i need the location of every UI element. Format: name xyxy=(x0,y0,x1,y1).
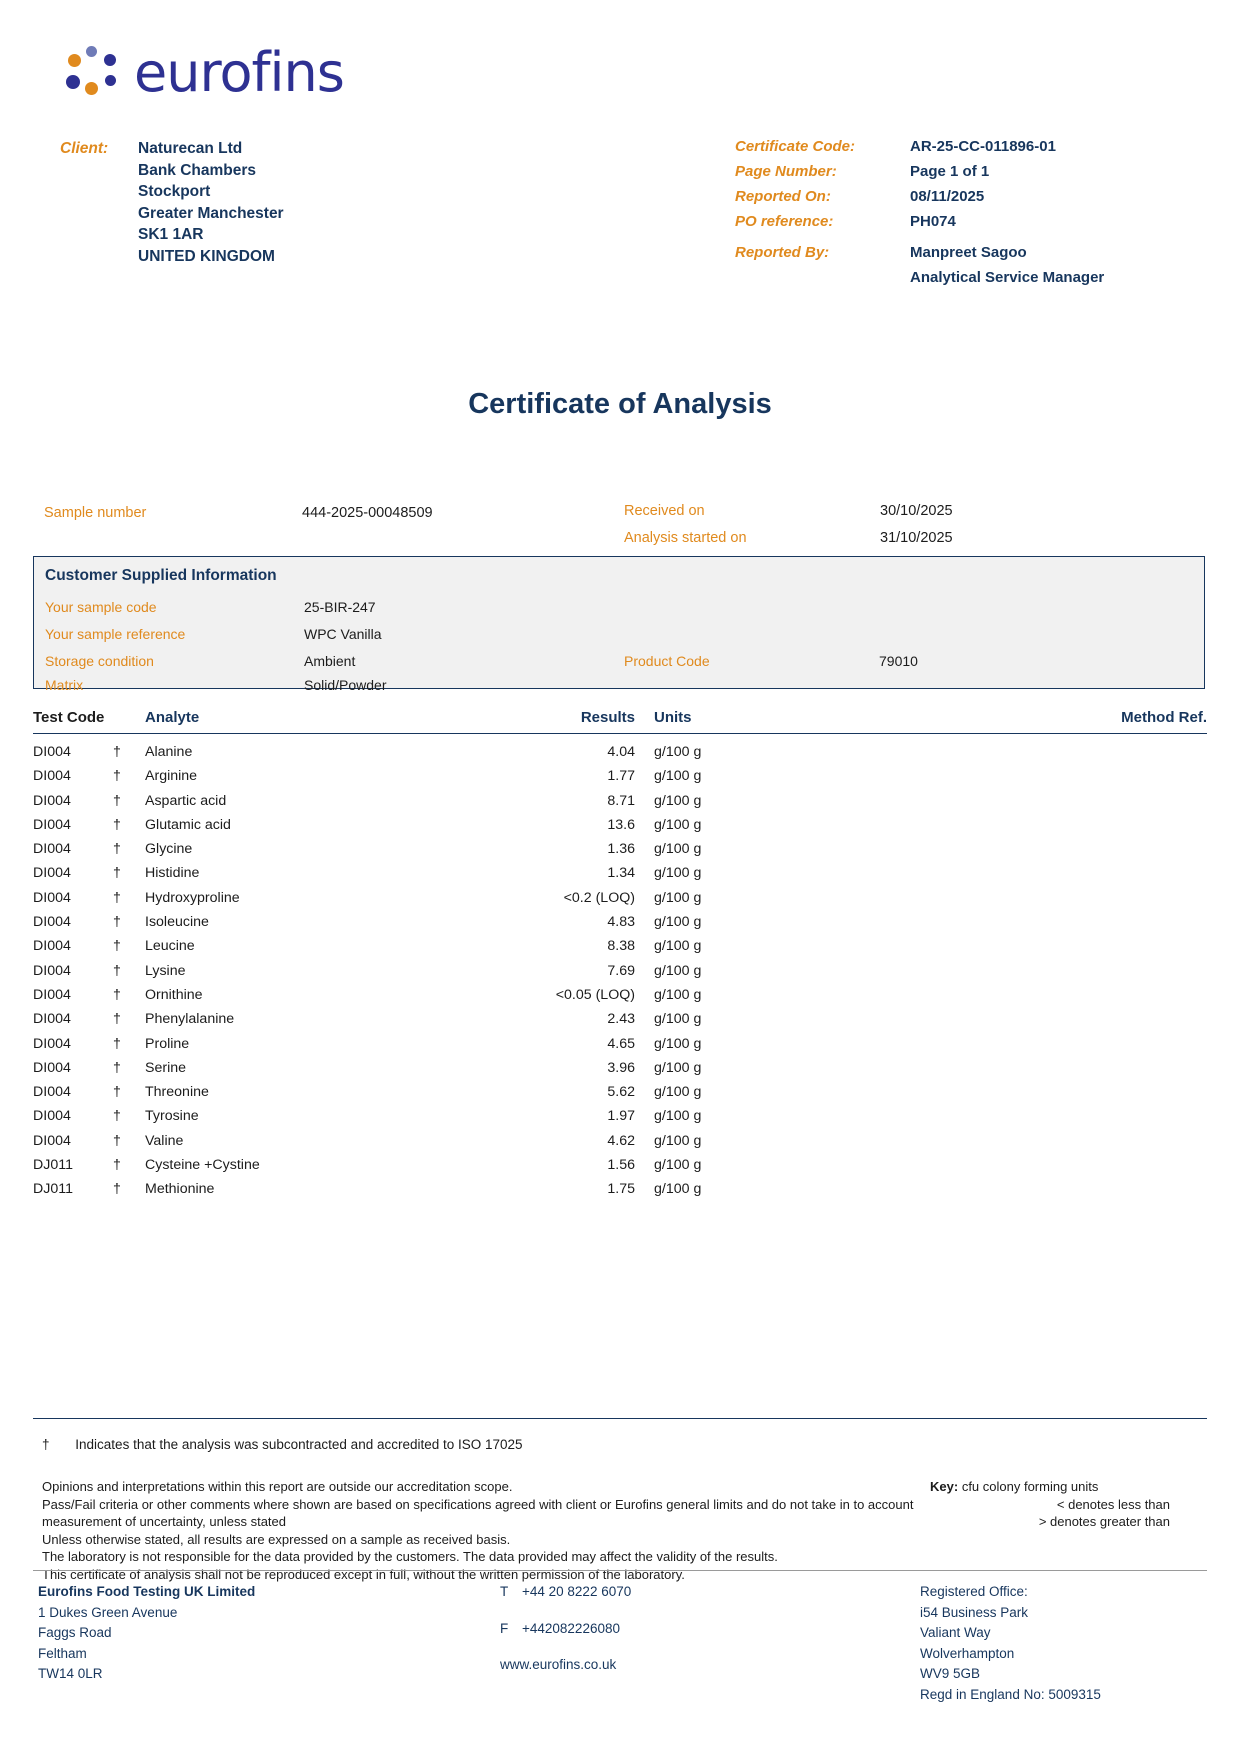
cell-method-ref xyxy=(834,1153,1207,1177)
cell-units: g/100 g xyxy=(654,986,702,1003)
footer-address-line: 1 Dukes Green Avenue xyxy=(38,1604,178,1620)
client-address xyxy=(138,138,284,267)
csi-key-sample-code: Your sample code xyxy=(45,599,157,615)
analysis-started-value: 31/10/2025 xyxy=(880,530,953,546)
disclaimer-line: The laboratory is not responsible for the data provided by the customers. The data provided may affect the validity of the results. xyxy=(42,1549,778,1564)
cell-analyte: Hydroxyproline xyxy=(145,889,240,906)
cell-method-ref xyxy=(834,1032,1207,1056)
cell-method-ref xyxy=(834,1007,1207,1031)
cell-units: g/100 g xyxy=(654,962,702,979)
client-address-line: Greater Manchester xyxy=(138,204,284,222)
cell-test-code: DI004 xyxy=(33,1011,71,1028)
cell-analyte: Isoleucine xyxy=(145,914,209,931)
cell-result: 2.43 xyxy=(607,1011,635,1028)
cell-analyte: Valine xyxy=(145,1132,184,1149)
cell-analyte: Leucine xyxy=(145,938,195,955)
cell-units: g/100 g xyxy=(654,1084,702,1101)
customer-supplied-title: Customer Supplied Information xyxy=(45,567,277,584)
cell-test-code: DI004 xyxy=(33,889,71,906)
cell-result: 4.04 xyxy=(607,744,635,760)
cell-test-code: DI004 xyxy=(33,768,71,785)
column-header-units: Units xyxy=(654,709,692,726)
table-row xyxy=(33,1129,1207,1153)
cell-result: 1.36 xyxy=(607,841,635,858)
cell-accreditation-dagger: † xyxy=(113,841,121,858)
cell-test-code: DI004 xyxy=(33,1035,71,1052)
cell-result: 1.97 xyxy=(607,1108,635,1125)
results-table-header xyxy=(33,709,1207,734)
cell-units: g/100 g xyxy=(654,792,702,809)
cell-test-code: DI004 xyxy=(33,986,71,1003)
csi-value-storage-condition: Ambient xyxy=(304,653,356,669)
cell-accreditation-dagger: † xyxy=(113,1035,121,1052)
cell-result: 1.75 xyxy=(607,1181,635,1198)
meta-label: Reported On: xyxy=(735,188,831,205)
column-header-test-code: Test Code xyxy=(33,709,105,726)
table-row xyxy=(33,1177,1207,1201)
cell-result: 1.77 xyxy=(607,768,635,785)
cell-method-ref xyxy=(834,959,1207,983)
cell-result: 1.56 xyxy=(607,1157,635,1174)
table-row xyxy=(33,1056,1207,1080)
cell-accreditation-dagger: † xyxy=(113,1157,121,1174)
cell-method-ref xyxy=(834,740,1207,764)
disclaimer-line: Opinions and interpretations within this report are outside our accreditation scope. xyxy=(42,1479,513,1494)
cell-method-ref xyxy=(834,934,1207,958)
cell-analyte: Glycine xyxy=(145,841,193,858)
table-row xyxy=(33,740,1207,764)
cell-result: 4.65 xyxy=(607,1035,635,1052)
table-row xyxy=(33,837,1207,861)
cell-test-code: DJ011 xyxy=(33,1181,73,1198)
cell-units: g/100 g xyxy=(654,1035,702,1052)
footer-divider xyxy=(33,1570,1207,1571)
meta-label: Page Number: xyxy=(735,163,837,180)
cell-test-code: DI004 xyxy=(33,914,71,931)
cell-method-ref xyxy=(834,1056,1207,1080)
cell-analyte: Proline xyxy=(145,1035,190,1052)
cell-result: 8.71 xyxy=(607,792,635,809)
footer-registered-line: Regd in England No: 5009315 xyxy=(920,1686,1101,1702)
eurofins-logo xyxy=(62,42,344,104)
footer-website[interactable]: www.eurofins.co.uk xyxy=(500,1657,617,1672)
cell-test-code: DI004 xyxy=(33,816,71,833)
cell-test-code: DI004 xyxy=(33,1108,71,1125)
cell-accreditation-dagger: † xyxy=(113,1011,121,1028)
cell-accreditation-dagger: † xyxy=(113,792,121,809)
cell-analyte: Phenylalanine xyxy=(145,1011,235,1028)
footer-address-line: TW14 0LR xyxy=(38,1666,103,1681)
disclaimer-block xyxy=(42,1478,922,1583)
disclaimer-line: Pass/Fail criteria or other comments where shown are based on specifications agreed with client or Eurofins general limits and do not take in to account measurement of uncertainty, unless stated xyxy=(42,1496,914,1529)
disclaimer-line: This certificate of analysis shall not be reproduced except in full, without the written permission of the laboratory. xyxy=(42,1566,685,1582)
cell-units: g/100 g xyxy=(654,1059,702,1076)
cell-test-code: DI004 xyxy=(33,938,71,955)
cell-analyte: Serine xyxy=(145,1059,187,1076)
meta-row-po-reference xyxy=(735,213,1104,230)
meta-label: PO reference: xyxy=(735,213,834,230)
meta-value: PH074 xyxy=(910,213,956,230)
cell-units: g/100 g xyxy=(654,768,702,785)
cell-method-ref xyxy=(834,1177,1207,1201)
cell-accreditation-dagger: † xyxy=(113,1108,121,1125)
footer-phone-row xyxy=(500,1582,631,1603)
footer-address-line: Feltham xyxy=(38,1645,87,1661)
cell-analyte: Cysteine +Cystine xyxy=(145,1157,260,1174)
cell-units: g/100 g xyxy=(654,1011,702,1028)
table-row xyxy=(33,813,1207,837)
cell-accreditation-dagger: † xyxy=(113,1059,121,1076)
footer-registered-line: Valiant Way xyxy=(920,1625,991,1640)
table-row xyxy=(33,789,1207,813)
cell-accreditation-dagger: † xyxy=(113,1084,121,1101)
cell-test-code: DI004 xyxy=(33,841,71,858)
cell-result: 8.38 xyxy=(607,938,635,955)
client-address-line: Stockport xyxy=(138,183,211,200)
cell-test-code: DJ011 xyxy=(33,1157,73,1174)
cell-method-ref xyxy=(834,1080,1207,1104)
cell-result: <0.05 (LOQ) xyxy=(555,986,635,1003)
received-on-value: 30/10/2025 xyxy=(880,503,953,519)
cell-test-code: DI004 xyxy=(33,1084,71,1101)
cell-units: g/100 g xyxy=(654,889,702,906)
cell-result: 13.6 xyxy=(607,816,635,833)
table-row xyxy=(33,861,1207,885)
footer-address-line: Faggs Road xyxy=(38,1625,112,1640)
cell-test-code: DI004 xyxy=(33,792,71,809)
column-header-spacer xyxy=(113,709,145,726)
cell-analyte: Ornithine xyxy=(145,986,203,1003)
footer-registered-line: i54 Business Park xyxy=(920,1604,1029,1620)
sample-number-label: Sample number xyxy=(44,505,147,521)
dagger-footnote xyxy=(42,1437,523,1452)
meta-value: Page 1 of 1 xyxy=(910,163,990,180)
cell-analyte: Arginine xyxy=(145,768,198,785)
cell-result: 4.83 xyxy=(607,914,635,931)
table-row xyxy=(33,1104,1207,1128)
csi-value-matrix: Solid/Powder xyxy=(304,677,387,693)
footer-registered-block xyxy=(920,1582,1101,1705)
table-row xyxy=(33,1153,1207,1177)
csi-key-storage-condition: Storage condition xyxy=(45,653,154,669)
cell-accreditation-dagger: † xyxy=(113,1132,121,1149)
cell-accreditation-dagger: † xyxy=(113,816,121,833)
footer-fax-number: +442082226080 xyxy=(522,1620,620,1636)
cell-test-code: DI004 xyxy=(33,962,71,979)
csi-key-product-code: Product Code xyxy=(624,653,710,669)
client-address-line: Bank Chambers xyxy=(138,161,257,179)
meta-row-reported-on xyxy=(735,188,1104,205)
cell-accreditation-dagger: † xyxy=(113,938,121,955)
table-row xyxy=(33,910,1207,934)
csi-value-product-code: 79010 xyxy=(879,653,918,669)
key-legend-first-line xyxy=(930,1478,1170,1496)
key-legend xyxy=(930,1478,1170,1531)
disclaimer-line: Unless otherwise stated, all results are expressed on a sample as received basis. xyxy=(42,1531,511,1547)
client-block xyxy=(60,138,284,267)
key-legend-item: < denotes less than xyxy=(1056,1496,1170,1512)
meta-value: Manpreet Sagoo xyxy=(910,244,1027,261)
cell-method-ref xyxy=(834,886,1207,910)
cell-result: 1.34 xyxy=(607,865,635,882)
analysis-started-label: Analysis started on xyxy=(624,530,747,546)
cell-units: g/100 g xyxy=(654,1181,702,1198)
key-legend-item: cfu colony forming units xyxy=(961,1479,1099,1494)
cell-analyte: Glutamic acid xyxy=(145,816,231,833)
sample-number-value: 444-2025-00048509 xyxy=(302,505,433,521)
results-table-body xyxy=(33,733,1207,1202)
footer-phone-label: T xyxy=(500,1584,509,1599)
cell-analyte: Alanine xyxy=(145,744,193,760)
cell-analyte: Threonine xyxy=(145,1084,209,1101)
client-address-line: SK1 1AR xyxy=(138,226,204,243)
customer-supplied-information xyxy=(33,556,1205,693)
column-header-results: Results xyxy=(580,709,635,726)
meta-value: 08/11/2025 xyxy=(910,188,985,205)
cell-result: 3.96 xyxy=(607,1059,635,1076)
cell-accreditation-dagger: † xyxy=(113,744,121,760)
footer-registered-line: Wolverhampton xyxy=(920,1645,1015,1661)
cell-accreditation-dagger: † xyxy=(113,986,121,1003)
cell-method-ref xyxy=(834,764,1207,788)
cell-result: 5.62 xyxy=(607,1084,635,1101)
cell-analyte: Methionine xyxy=(145,1181,215,1198)
cell-units: g/100 g xyxy=(654,938,702,955)
meta-row-reported-by xyxy=(735,244,1104,261)
cell-accreditation-dagger: † xyxy=(113,865,121,882)
csi-value-sample-reference: WPC Vanilla xyxy=(304,626,382,642)
cell-accreditation-dagger: † xyxy=(113,768,121,785)
cell-method-ref xyxy=(834,861,1207,885)
reported-by-role: Analytical Service Manager xyxy=(910,269,1105,286)
meta-row-page-number xyxy=(735,163,1104,180)
cell-units: g/100 g xyxy=(654,1132,702,1149)
cell-test-code: DI004 xyxy=(33,1132,71,1149)
cell-method-ref xyxy=(834,813,1207,837)
cell-units: g/100 g xyxy=(654,914,702,931)
cell-result: <0.2 (LOQ) xyxy=(563,889,635,906)
cell-method-ref xyxy=(834,837,1207,861)
dagger-symbol: † xyxy=(42,1437,50,1452)
csi-key-matrix: Matrix xyxy=(45,677,84,693)
column-header-analyte: Analyte xyxy=(145,709,200,726)
footer-registered-line: WV9 5GB xyxy=(920,1666,981,1681)
eurofins-logo-icon xyxy=(62,42,124,104)
cell-analyte: Aspartic acid xyxy=(145,792,227,809)
meta-label: Reported By: xyxy=(735,244,830,261)
table-row xyxy=(33,764,1207,788)
cell-units: g/100 g xyxy=(654,816,702,833)
results-table xyxy=(33,709,1207,1202)
table-row xyxy=(33,934,1207,958)
cell-result: 7.69 xyxy=(607,962,635,979)
table-row xyxy=(33,959,1207,983)
cell-method-ref xyxy=(834,983,1207,1007)
footer-company-block xyxy=(38,1582,255,1685)
footer-contact-block xyxy=(500,1582,631,1676)
cell-method-ref xyxy=(834,1129,1207,1153)
cell-units: g/100 g xyxy=(654,865,702,882)
cell-accreditation-dagger: † xyxy=(113,914,121,931)
footer-fax-row xyxy=(500,1619,631,1640)
cell-units: g/100 g xyxy=(654,744,702,760)
certificate-meta xyxy=(735,138,1104,286)
cell-units: g/100 g xyxy=(654,1108,702,1125)
csi-value-sample-code: 25-BIR-247 xyxy=(304,599,376,615)
dagger-footnote-text: Indicates that the analysis was subcontracted and accredited to ISO 17025 xyxy=(75,1437,523,1452)
footnote-divider xyxy=(33,1418,1207,1419)
received-on-label: Received on xyxy=(624,503,705,519)
cell-analyte: Histidine xyxy=(145,865,200,882)
key-legend-title: Key: xyxy=(930,1479,959,1494)
key-legend-item: > denotes greater than xyxy=(1038,1514,1170,1529)
cell-test-code: DI004 xyxy=(33,744,71,760)
footer-registered-line: Registered Office: xyxy=(920,1584,1028,1599)
cell-accreditation-dagger: † xyxy=(113,962,121,979)
cell-accreditation-dagger: † xyxy=(113,1181,121,1198)
meta-value: AR-25-CC-011896-01 xyxy=(910,138,1056,155)
page-title: Certificate of Analysis xyxy=(468,388,772,420)
csi-key-sample-reference: Your sample reference xyxy=(45,626,186,642)
footer-fax-label: F xyxy=(500,1620,509,1636)
table-row xyxy=(33,1080,1207,1104)
table-row xyxy=(33,1007,1207,1031)
client-address-line: Naturecan Ltd xyxy=(138,140,243,157)
cell-result: 4.62 xyxy=(607,1132,635,1149)
eurofins-wordmark: eurofins xyxy=(134,41,344,104)
table-row xyxy=(33,983,1207,1007)
cell-units: g/100 g xyxy=(654,1157,702,1174)
cell-test-code: DI004 xyxy=(33,865,71,882)
meta-label: Certificate Code: xyxy=(735,138,856,155)
cell-analyte: Lysine xyxy=(145,962,186,979)
table-row xyxy=(33,886,1207,910)
cell-units: g/100 g xyxy=(654,841,702,858)
meta-row-certificate-code xyxy=(735,138,1104,155)
cell-accreditation-dagger: † xyxy=(113,889,121,906)
footer-phone-number: +44 20 8222 6070 xyxy=(522,1584,632,1599)
table-row xyxy=(33,1032,1207,1056)
column-header-method-ref: Method Ref. xyxy=(1121,709,1207,726)
footer-company-name: Eurofins Food Testing UK Limited xyxy=(38,1584,256,1599)
client-address-line: UNITED KINGDOM xyxy=(138,247,275,265)
client-label: Client: xyxy=(60,140,109,157)
cell-analyte: Tyrosine xyxy=(145,1108,199,1125)
cell-method-ref xyxy=(834,910,1207,934)
cell-test-code: DI004 xyxy=(33,1059,71,1076)
cell-method-ref xyxy=(834,789,1207,813)
cell-method-ref xyxy=(834,1104,1207,1128)
